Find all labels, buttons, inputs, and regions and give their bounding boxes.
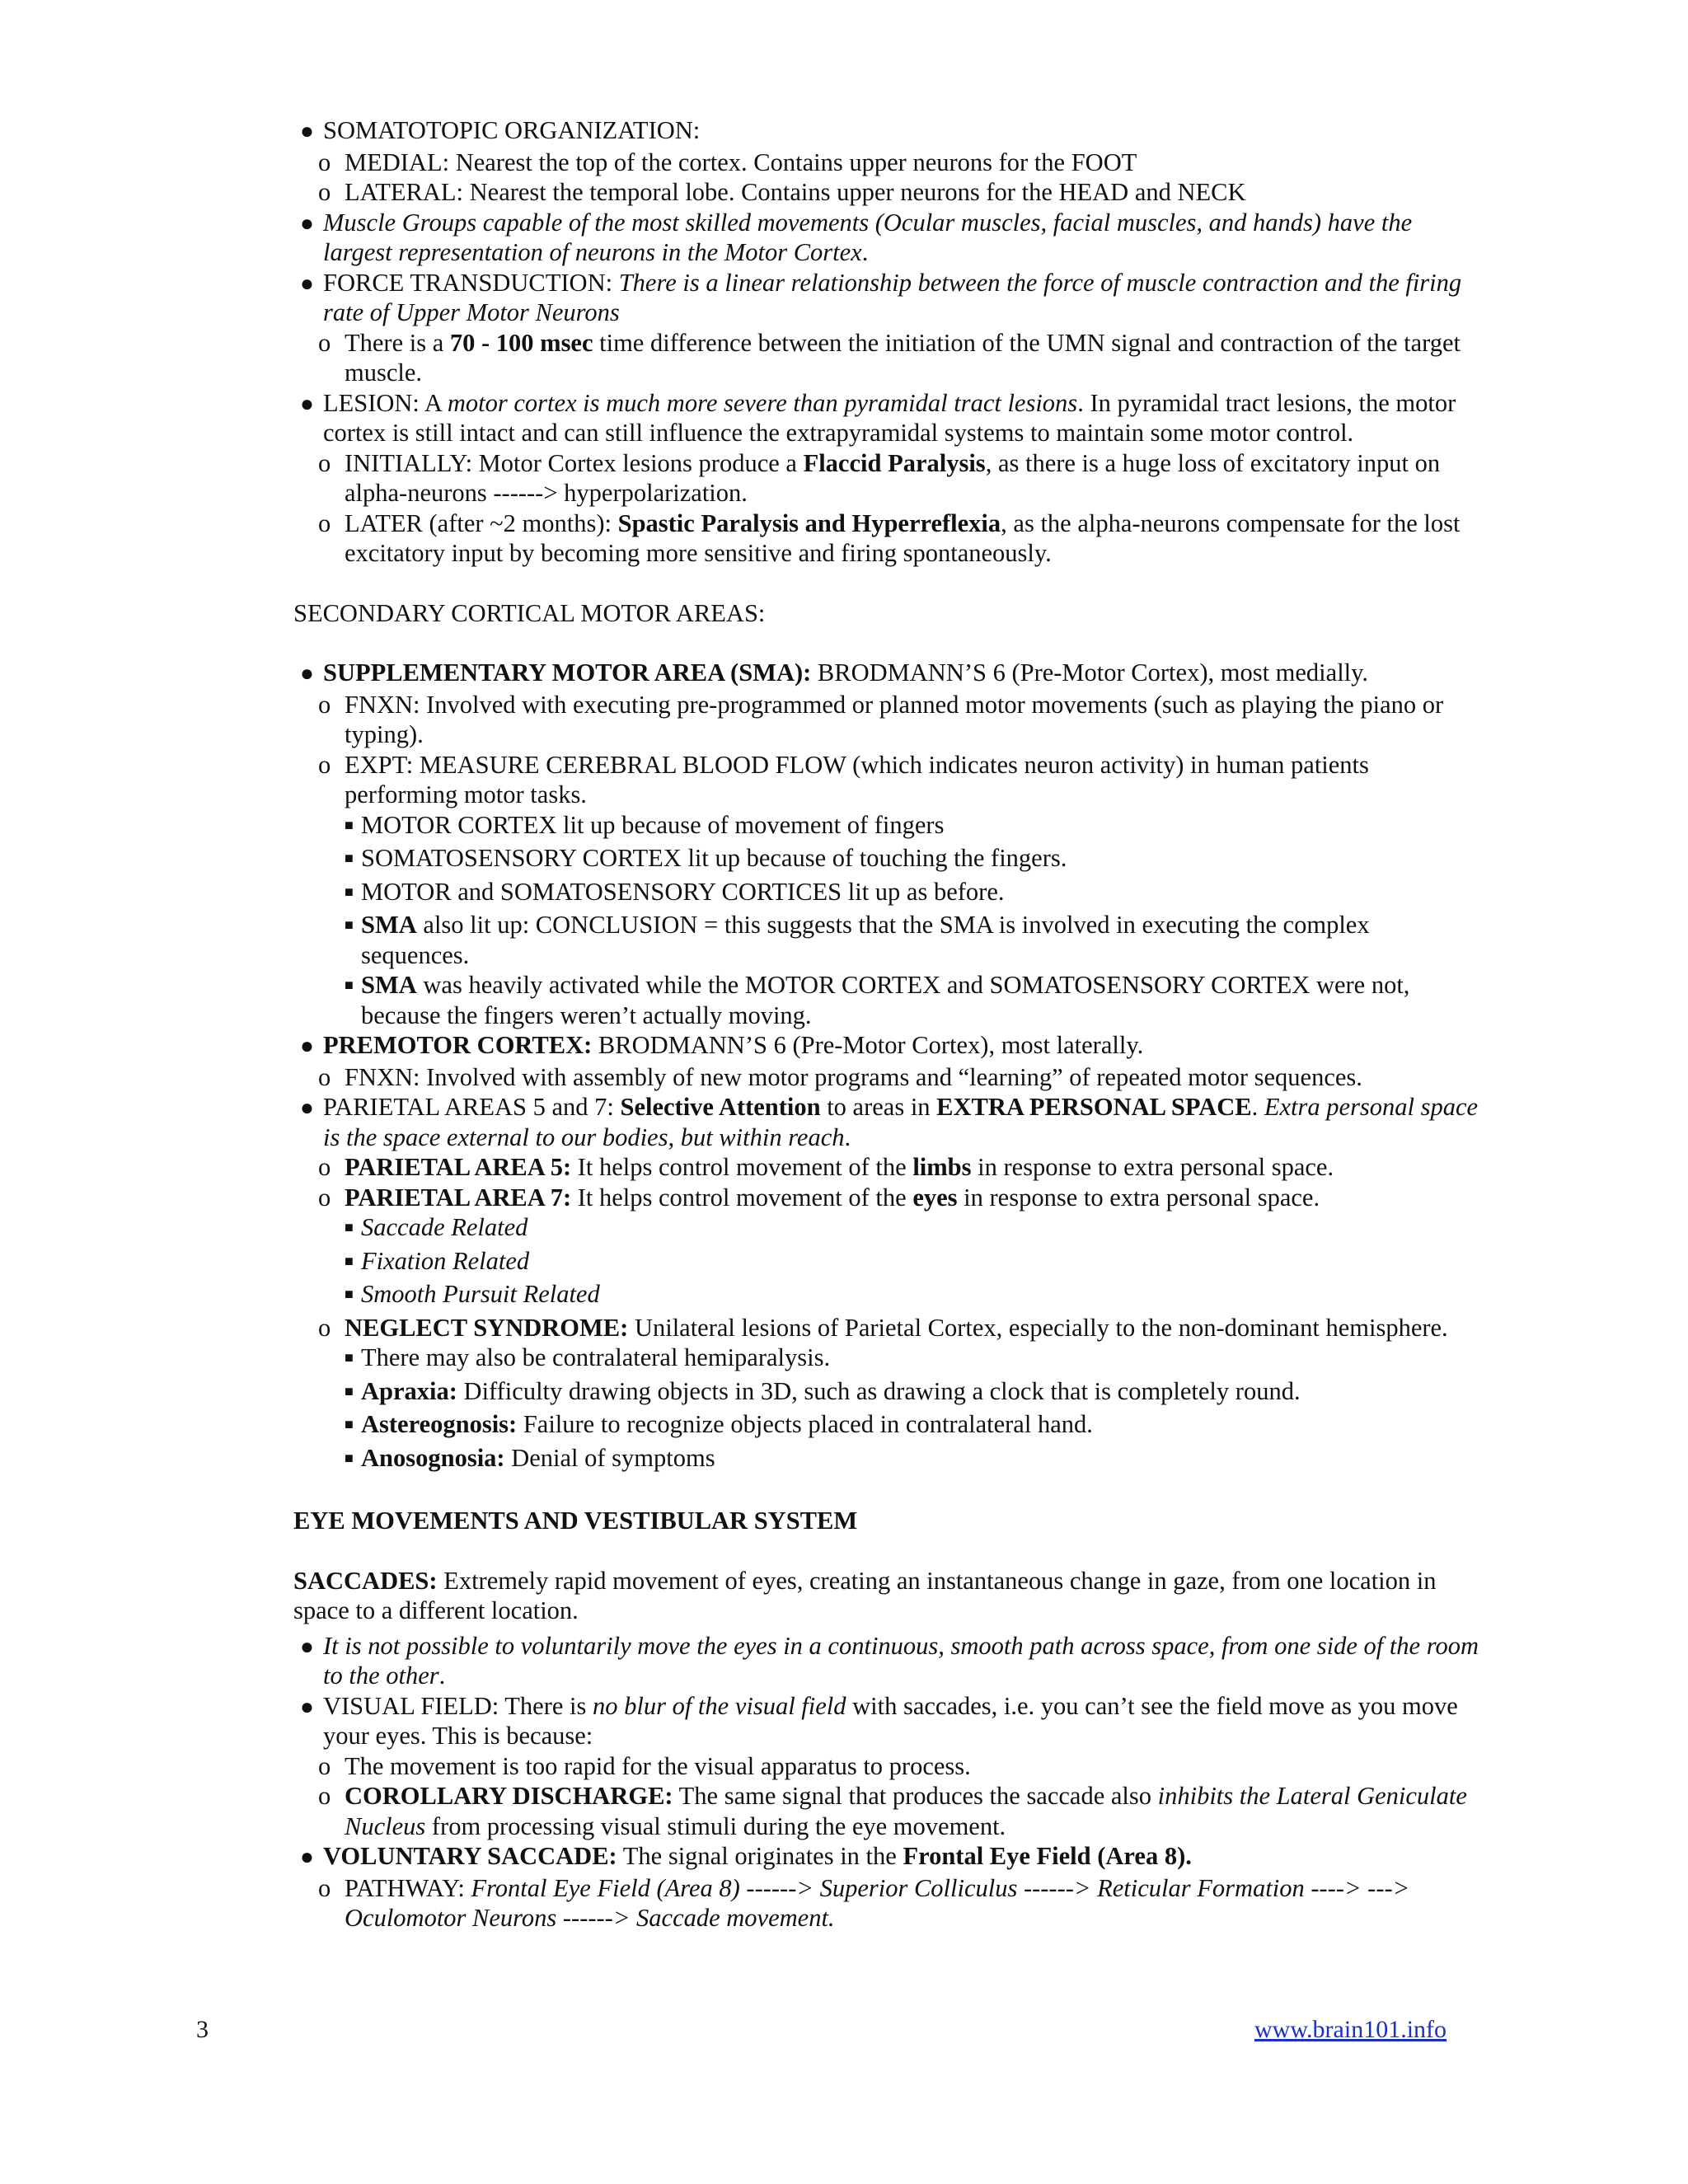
bold-text: Flaccid Paralysis bbox=[803, 448, 986, 477]
circle-marker: o bbox=[318, 328, 331, 357]
list-item-level-1 bbox=[293, 388, 1480, 448]
list-item-text bbox=[361, 970, 1480, 1030]
list-item-level-3 bbox=[293, 1246, 1480, 1280]
list-item-text bbox=[323, 208, 1480, 268]
square-marker: ■ bbox=[345, 1349, 354, 1366]
bold-text: PARIETAL AREA 5: bbox=[345, 1153, 572, 1181]
bullet-marker: ● bbox=[300, 1095, 314, 1121]
square-marker: ■ bbox=[345, 977, 354, 993]
list-item-level-2 bbox=[293, 448, 1480, 509]
list-item-text bbox=[345, 1873, 1480, 1933]
text-run: The same signal that produces the saccade also bbox=[673, 1782, 1158, 1810]
text-run: It helps control movement of the bbox=[571, 1153, 913, 1181]
list-item-level-2 bbox=[293, 1183, 1480, 1213]
bold-text: Selective Attention bbox=[620, 1093, 821, 1121]
list-item-text bbox=[323, 658, 1480, 688]
square-marker: ■ bbox=[345, 850, 354, 866]
text-run: It helps control movement of the bbox=[571, 1183, 913, 1212]
italic-text: inhibits the Lateral Geniculate Nucleus bbox=[345, 1782, 1467, 1840]
list-item-level-1 bbox=[293, 1030, 1480, 1062]
bullet-marker: ● bbox=[300, 661, 314, 687]
italic-text: motor cortex is much more severe than pyramidal tract lesions bbox=[447, 388, 1078, 417]
circle-marker: o bbox=[318, 1062, 331, 1091]
bold-text: Spastic Paralysis and Hyperreflexia bbox=[617, 509, 1001, 537]
spacer bbox=[293, 569, 1480, 598]
text-run: MOTOR and SOMATOSENSORY CORTICES lit up as before. bbox=[361, 877, 1005, 906]
text-run: There is a bbox=[345, 328, 450, 357]
list-item-level-1 bbox=[293, 268, 1480, 328]
bold-text: limbs bbox=[912, 1153, 972, 1181]
text-run: BRODMANN’S 6 (Pre-Motor Cortex), most medially. bbox=[811, 658, 1369, 687]
square-marker: ■ bbox=[345, 916, 354, 933]
square-marker: ■ bbox=[345, 883, 354, 900]
bold-text: Anosognosia: bbox=[361, 1443, 505, 1472]
italic-text: Extra personal space is the space external to our bodies, but within reach bbox=[323, 1093, 1479, 1151]
bullet-marker: ● bbox=[300, 1033, 314, 1059]
list-item-text bbox=[345, 690, 1480, 750]
text-run: Extremely rapid movement of eyes, creating an instantaneous change in gaze, from one location in space to a different location. bbox=[293, 1566, 1437, 1624]
list-item-text bbox=[345, 1152, 1480, 1183]
text-run: Difficulty drawing objects in 3D, such as drawing a clock that is completely round. bbox=[457, 1376, 1301, 1405]
italic-text: It is not possible to voluntarily move the eyes in a continuous, smooth path across space, from one side of the room to the other bbox=[323, 1631, 1479, 1690]
list-item-level-2 bbox=[293, 509, 1480, 569]
text-run: The movement is too rapid for the visual apparatus to process. bbox=[345, 1751, 971, 1780]
list-item-text bbox=[361, 1409, 1480, 1440]
text-run: SOMATOTOPIC ORGANIZATION: bbox=[323, 116, 701, 144]
bold-text: Frontal Eye Field (Area 8). bbox=[903, 1842, 1192, 1870]
bold-text: COROLLARY DISCHARGE: bbox=[345, 1782, 673, 1810]
paragraph bbox=[293, 598, 1480, 629]
list-item-text bbox=[323, 1691, 1480, 1751]
text-run: . bbox=[844, 1122, 851, 1151]
text-run: LESION: A bbox=[323, 388, 448, 417]
circle-marker: o bbox=[318, 1183, 331, 1212]
circle-marker: o bbox=[318, 1873, 331, 1902]
list-item-level-3 bbox=[293, 843, 1480, 877]
list-item-level-3 bbox=[293, 1376, 1480, 1410]
bold-text: VOLUNTARY SACCADE: bbox=[323, 1842, 617, 1870]
square-marker: ■ bbox=[345, 1382, 354, 1399]
bold-text: NEGLECT SYNDROME: bbox=[345, 1313, 629, 1342]
italic-text: Frontal Eye Field (Area 8) ------> Superior Colliculus ------> Reticular Formation ----> ---> Oculomotor Neurons ------> Saccade movement. bbox=[345, 1873, 1410, 1932]
bold-text: PREMOTOR CORTEX: bbox=[323, 1031, 593, 1059]
list-item-text bbox=[361, 1443, 1480, 1474]
bold-text: SMA bbox=[361, 971, 417, 999]
bold-text: Astereognosis: bbox=[361, 1410, 518, 1438]
circle-marker: o bbox=[318, 1313, 331, 1342]
bullet-marker: ● bbox=[300, 1633, 314, 1660]
circle-marker: o bbox=[318, 148, 331, 176]
text-run: , as the alpha-neurons compensate for the lost excitatory input by becoming more sensitive and firing spontaneously. bbox=[345, 509, 1461, 567]
spacer bbox=[293, 1536, 1480, 1566]
text-run: PARIETAL AREAS 5 and 7: bbox=[323, 1093, 621, 1121]
circle-marker: o bbox=[318, 178, 331, 206]
list-item-text bbox=[361, 1343, 1480, 1373]
bold-text: PARIETAL AREA 7: bbox=[345, 1183, 572, 1212]
list-item-level-1 bbox=[293, 658, 1480, 690]
circle-marker: o bbox=[318, 1751, 331, 1780]
text-run: Failure to recognize objects placed in contralateral hand. bbox=[517, 1410, 1093, 1438]
italic-text: Saccade Related bbox=[361, 1213, 528, 1241]
list-item-text bbox=[361, 1376, 1480, 1407]
list-item-text bbox=[345, 448, 1480, 509]
list-item-level-3 bbox=[293, 1279, 1480, 1313]
text-run: time difference between the initiation of the UMN signal and contraction of the target muscle. bbox=[345, 328, 1461, 387]
spacer bbox=[293, 1476, 1480, 1506]
list-item-text bbox=[361, 1279, 1480, 1310]
text-run: was heavily activated while the MOTOR CORTEX and SOMATOSENSORY CORTEX were not, because the fingers weren’t actually moving. bbox=[361, 971, 1410, 1029]
text-run: Unilateral lesions of Parietal Cortex, especially to the non-dominant hemisphere. bbox=[628, 1313, 1448, 1342]
bold-text: EYE MOVEMENTS AND VESTIBULAR SYSTEM bbox=[293, 1507, 858, 1535]
text-run: FNXN: Involved with assembly of new motor programs and “learning” of repeated motor sequences. bbox=[345, 1062, 1362, 1091]
text-run: from processing visual stimuli during the eye movement. bbox=[425, 1811, 1006, 1840]
list-item-text bbox=[361, 843, 1480, 874]
list-item-level-3 bbox=[293, 1409, 1480, 1443]
text-run: . In pyramidal tract lesions, the motor cortex is still intact and can still influence the extrapyramidal systems to maintain some motor control. bbox=[323, 388, 1456, 447]
list-item-level-3 bbox=[293, 810, 1480, 844]
list-item-level-1 bbox=[293, 1841, 1480, 1873]
circle-marker: o bbox=[318, 750, 331, 779]
list-item-text bbox=[323, 1092, 1480, 1152]
list-item-level-3 bbox=[293, 970, 1480, 1030]
text-run: Denial of symptoms bbox=[504, 1443, 715, 1472]
list-item-text bbox=[361, 1246, 1480, 1277]
italic-text: Smooth Pursuit Related bbox=[361, 1280, 600, 1308]
list-item-level-1 bbox=[293, 1691, 1480, 1751]
bold-text: eyes bbox=[912, 1183, 958, 1212]
list-item-level-3 bbox=[293, 910, 1480, 970]
italic-text: Muscle Groups capable of the most skilled movements (Ocular muscles, facial muscles, and hands) have the largest representation of neurons in the Motor Cortex bbox=[323, 208, 1413, 266]
list-item-text bbox=[345, 750, 1480, 810]
text-run: LATERAL: Nearest the temporal lobe. Contains upper neurons for the HEAD and NECK bbox=[345, 178, 1246, 206]
list-item-text bbox=[323, 1841, 1480, 1872]
bold-text: SUPPLEMENTARY MOTOR AREA (SMA): bbox=[323, 658, 812, 687]
list-item-text bbox=[345, 1183, 1480, 1213]
text-run: EXPT: MEASURE CEREBRAL BLOOD FLOW (which indicates neuron activity) in human patients performing motor tasks. bbox=[345, 750, 1369, 808]
text-run: PATHWAY: bbox=[345, 1873, 471, 1902]
list-item-text bbox=[323, 1631, 1480, 1691]
paragraph bbox=[293, 1566, 1480, 1626]
paragraph bbox=[293, 1506, 1480, 1536]
list-item-text bbox=[345, 509, 1480, 569]
list-item-text bbox=[361, 810, 1480, 841]
bold-text: SMA bbox=[361, 911, 417, 939]
list-item-text bbox=[345, 1313, 1480, 1343]
text-run: The signal originates in the bbox=[617, 1842, 903, 1870]
bullet-marker: ● bbox=[300, 1694, 314, 1720]
list-item-text bbox=[361, 1212, 1480, 1243]
text-run: LATER (after ~2 months): bbox=[345, 509, 618, 537]
bullet-marker: ● bbox=[300, 1844, 314, 1870]
text-run: VISUAL FIELD: There is bbox=[323, 1691, 593, 1720]
list-item-level-2 bbox=[293, 148, 1480, 178]
list-item-level-3 bbox=[293, 1443, 1480, 1477]
list-item-text bbox=[323, 1030, 1480, 1061]
text-run: There may also be contralateral hemiparalysis. bbox=[361, 1343, 831, 1371]
list-item-level-2 bbox=[293, 328, 1480, 388]
text-run: FNXN: Involved with executing pre-programmed or planned motor movements (such as playing the piano or typing). bbox=[345, 690, 1444, 748]
square-marker: ■ bbox=[345, 1416, 354, 1432]
list-item-level-2 bbox=[293, 1781, 1480, 1841]
bold-text: 70 - 100 msec bbox=[449, 328, 593, 357]
text-run: . bbox=[1251, 1093, 1264, 1121]
document-body bbox=[293, 115, 1480, 1933]
list-item-level-2 bbox=[293, 1152, 1480, 1183]
list-item-level-3 bbox=[293, 877, 1480, 911]
list-item-level-2 bbox=[293, 690, 1480, 750]
list-item-level-1 bbox=[293, 1092, 1480, 1152]
list-item-text bbox=[323, 388, 1480, 448]
text-run: also lit up: CONCLUSION = this suggests that the SMA is involved in executing the complex sequences. bbox=[361, 911, 1370, 969]
list-item-text bbox=[361, 910, 1480, 970]
square-marker: ■ bbox=[345, 816, 354, 833]
bold-text: Apraxia: bbox=[361, 1376, 457, 1405]
list-item-level-2 bbox=[293, 1751, 1480, 1782]
text-run: INITIALLY: Motor Cortex lesions produce a bbox=[345, 448, 804, 477]
square-marker: ■ bbox=[345, 1449, 354, 1466]
bold-text: SACCADES: bbox=[293, 1566, 438, 1595]
circle-marker: o bbox=[318, 448, 331, 477]
text-run: with saccades, i.e. you can’t see the field move as you move your eyes. This is because: bbox=[323, 1691, 1458, 1750]
text-run: in response to extra personal space. bbox=[957, 1183, 1320, 1212]
bullet-marker: ● bbox=[300, 391, 314, 417]
list-item-level-1 bbox=[293, 115, 1480, 148]
list-item-text bbox=[345, 1781, 1480, 1841]
bullet-marker: ● bbox=[300, 270, 314, 297]
italic-text: There is a linear relationship between the force of muscle contraction and the firing rate of Upper Motor Neurons bbox=[323, 268, 1462, 326]
list-item-level-2 bbox=[293, 750, 1480, 810]
list-item-level-1 bbox=[293, 1631, 1480, 1691]
circle-marker: o bbox=[318, 690, 331, 719]
text-run: to areas in bbox=[820, 1093, 937, 1121]
list-item-level-2 bbox=[293, 1313, 1480, 1343]
italic-text: no blur of the visual field bbox=[592, 1691, 846, 1720]
text-run: MOTOR CORTEX lit up because of movement of fingers bbox=[361, 810, 945, 839]
text-run: MEDIAL: Nearest the top of the cortex. Contains upper neurons for the FOOT bbox=[345, 148, 1137, 176]
text-run: . bbox=[861, 238, 869, 266]
square-marker: ■ bbox=[345, 1252, 354, 1269]
bold-text: EXTRA PERSONAL SPACE bbox=[936, 1093, 1252, 1121]
list-item-text bbox=[345, 1062, 1480, 1093]
text-run: SECONDARY CORTICAL MOTOR AREAS: bbox=[293, 598, 766, 627]
bullet-marker: ● bbox=[300, 119, 314, 144]
circle-marker: o bbox=[318, 1782, 331, 1810]
list-item-text bbox=[323, 115, 1480, 146]
site-link[interactable]: www.brain101.info bbox=[1254, 2016, 1447, 2043]
circle-marker: o bbox=[318, 509, 331, 537]
spacer bbox=[293, 628, 1480, 658]
square-marker: ■ bbox=[345, 1286, 354, 1302]
italic-text: Fixation Related bbox=[361, 1246, 530, 1275]
list-item-text bbox=[361, 877, 1480, 907]
list-item-level-3 bbox=[293, 1212, 1480, 1246]
circle-marker: o bbox=[318, 1153, 331, 1181]
text-run: FORCE TRANSDUCTION: bbox=[323, 268, 619, 297]
list-item-level-2 bbox=[293, 177, 1480, 208]
list-item-level-3 bbox=[293, 1343, 1480, 1376]
text-run: , as there is a huge loss of excitatory input on alpha-neurons ------> hyperpolarization. bbox=[345, 448, 1441, 507]
page-number: 3 bbox=[196, 2016, 209, 2043]
text-run: BRODMANN’S 6 (Pre-Motor Cortex), most laterally. bbox=[592, 1031, 1144, 1059]
bullet-marker: ● bbox=[300, 210, 314, 237]
text-run: in response to extra personal space. bbox=[971, 1153, 1334, 1181]
list-item-level-1 bbox=[293, 208, 1480, 268]
list-item-level-2 bbox=[293, 1873, 1480, 1933]
text-run: SOMATOSENSORY CORTEX lit up because of touching the fingers. bbox=[361, 844, 1067, 872]
list-item-text bbox=[345, 1751, 1480, 1782]
list-item-text bbox=[323, 268, 1480, 328]
square-marker: ■ bbox=[345, 1219, 354, 1235]
text-run: . bbox=[438, 1661, 446, 1690]
list-item-text bbox=[345, 148, 1480, 178]
list-item-text bbox=[345, 328, 1480, 388]
list-item-level-2 bbox=[293, 1062, 1480, 1093]
list-item-text bbox=[345, 177, 1480, 208]
